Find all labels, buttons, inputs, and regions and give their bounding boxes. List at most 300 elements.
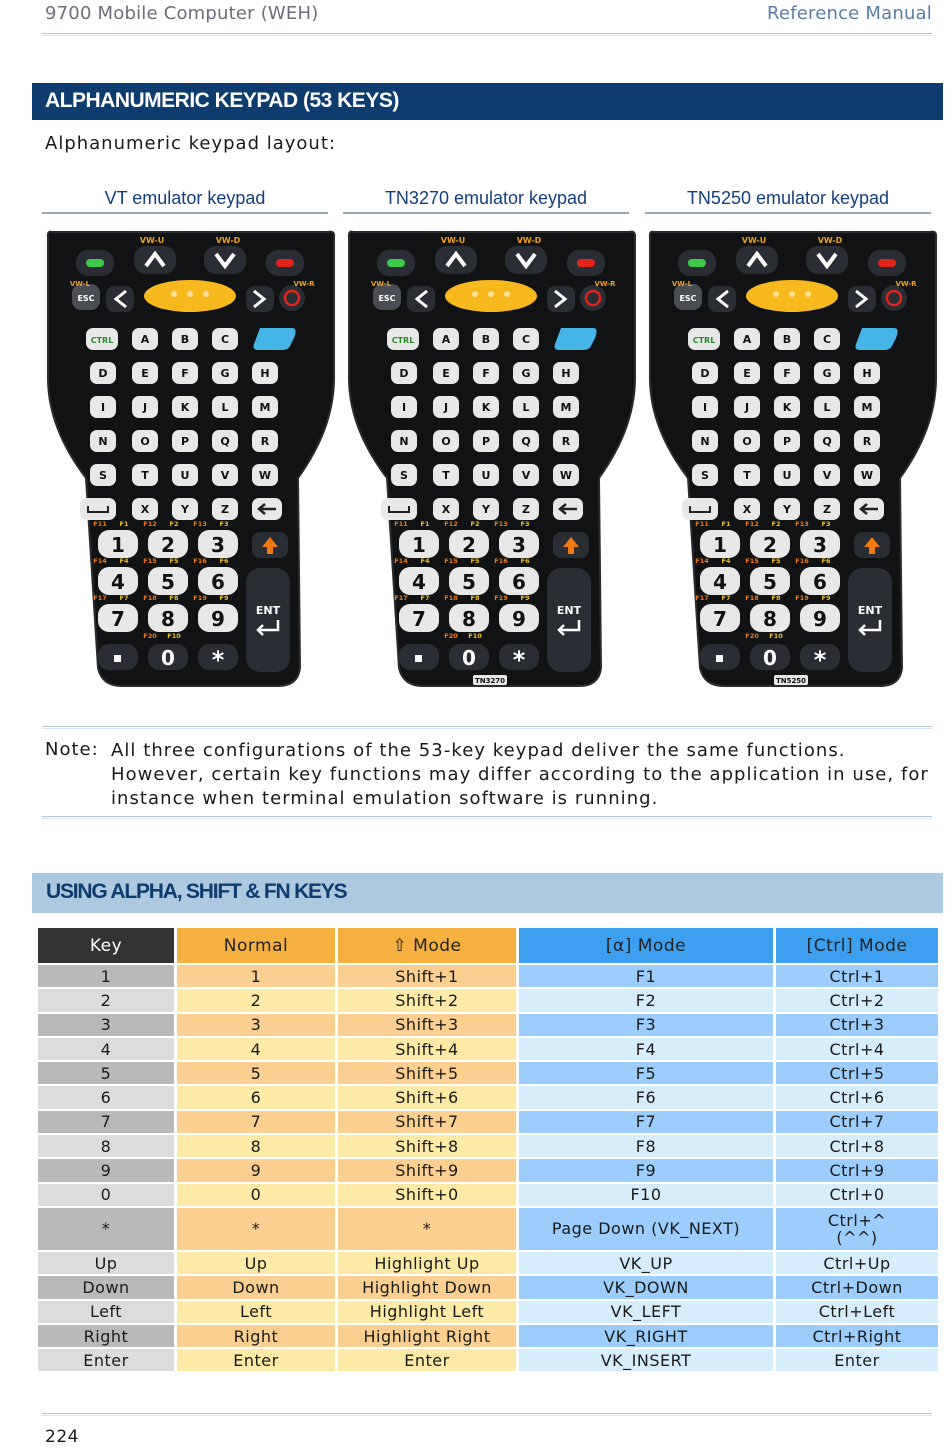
letter-key-label: L — [522, 401, 530, 414]
number-key-label: 4 — [111, 570, 125, 594]
table-cell: Page Down (VK_NEXT) — [519, 1208, 773, 1250]
enter-key — [848, 568, 892, 672]
model-label: TN3270 — [474, 677, 506, 685]
key-label: VW-U — [139, 236, 165, 245]
keypad-image-tn5250 — [648, 228, 938, 690]
keypad-svg — [347, 228, 637, 690]
table-cell: 6 — [38, 1086, 174, 1108]
table-cell: Shift+5 — [338, 1062, 516, 1084]
letter-key-label: J — [142, 401, 148, 414]
letter-key-label: P — [180, 435, 190, 448]
table-cell: Shift+0 — [338, 1184, 516, 1206]
number-key-label: * — [512, 646, 526, 674]
table-cell: 8 — [177, 1135, 335, 1157]
fn-label: F7 — [420, 594, 430, 602]
letter-key-label: B — [180, 333, 190, 346]
table-cell: Ctrl+Down — [776, 1276, 938, 1298]
number-key-label: 3 — [813, 533, 827, 557]
letter-key-label: Y — [783, 503, 791, 516]
power-key — [279, 285, 305, 311]
table-cell: Ctrl+0 — [776, 1184, 938, 1206]
led-dot — [504, 291, 510, 297]
letter-key-label: I — [100, 401, 106, 414]
table-cell: Right — [38, 1325, 174, 1347]
letter-key-label: Q — [220, 435, 230, 448]
table-row — [38, 1349, 938, 1371]
fn-label: F6 — [520, 557, 530, 565]
letter-key-label: B — [782, 333, 792, 346]
fn-label: F8 — [169, 594, 179, 602]
letter-key-label: U — [782, 469, 792, 482]
letter-key-label: Y — [482, 503, 490, 516]
letter-key-label: A — [742, 333, 752, 346]
letter-key-label: R — [260, 435, 270, 448]
table-row — [38, 1062, 938, 1084]
fn-label: F12 — [745, 520, 759, 528]
section-heading-keys: USING ALPHA, SHIFT & FN KEYS — [32, 873, 943, 913]
red-indicator — [276, 259, 294, 267]
letter-key-label: L — [221, 401, 229, 414]
table-cell: Enter — [38, 1349, 174, 1371]
table-cell: Down — [38, 1276, 174, 1298]
table-cell: Enter — [776, 1349, 938, 1371]
fn-label: F10 — [468, 632, 482, 640]
green-indicator — [387, 259, 405, 267]
letter-key-label: U — [481, 469, 491, 482]
table-row — [38, 1301, 938, 1323]
key-label: VW-L — [69, 280, 91, 288]
table-row — [38, 1184, 938, 1206]
table-cell: * — [38, 1208, 174, 1250]
fn-label: F13 — [193, 520, 207, 528]
number-key-label: 9 — [211, 607, 225, 631]
letter-key-label: R — [561, 435, 571, 448]
table-cell: Ctrl+Left — [776, 1301, 938, 1323]
table-cell: Left — [177, 1301, 335, 1323]
fn-label: F5 — [771, 557, 781, 565]
table-header-row — [38, 928, 938, 963]
fn-label: F12 — [444, 520, 458, 528]
space-key — [80, 498, 116, 520]
note-bottom-divider — [42, 816, 932, 819]
fn-label: F17 — [394, 594, 408, 602]
green-indicator — [86, 259, 104, 267]
fn-label: F1 — [420, 520, 430, 528]
fn-label: F13 — [795, 520, 809, 528]
table-cell: F2 — [519, 989, 773, 1011]
letter-key-label: X — [140, 503, 150, 516]
number-key-label: * — [813, 646, 827, 674]
enter-key-label: ENT — [857, 604, 883, 617]
table-cell: Ctrl+7 — [776, 1111, 938, 1133]
led-dot — [472, 291, 478, 297]
fn-label: F20 — [444, 632, 458, 640]
table-cell: Ctrl+9 — [776, 1159, 938, 1181]
letter-key-label: S — [400, 469, 408, 482]
number-key-label: 7 — [111, 607, 125, 631]
table-cell: F3 — [519, 1014, 773, 1036]
red-indicator — [878, 259, 896, 267]
led-dot — [805, 291, 811, 297]
number-key-label: 4 — [412, 570, 426, 594]
caption-tn5250-keypad: TN5250 emulator keypad — [645, 188, 931, 214]
keypad-svg — [46, 228, 336, 690]
key-modes-table — [35, 926, 941, 1373]
letter-key-label: S — [701, 469, 709, 482]
number-key-label: 2 — [462, 533, 476, 557]
letter-key-label: M — [259, 401, 271, 414]
keypad-svg — [648, 228, 938, 690]
number-key-label: 9 — [813, 607, 827, 631]
letter-key-label: W — [860, 469, 874, 482]
table-cell: 5 — [177, 1062, 335, 1084]
letter-key-label: I — [401, 401, 407, 414]
power-key — [881, 285, 907, 311]
green-indicator — [688, 259, 706, 267]
letter-key-label: X — [742, 503, 752, 516]
table-cell: Ctrl+6 — [776, 1086, 938, 1108]
right-arrow-key — [848, 286, 876, 312]
table-cell: * — [177, 1208, 335, 1250]
fn-label: F14 — [93, 557, 107, 565]
number-key-label: 0 — [161, 646, 175, 670]
up-arrow-key — [435, 246, 477, 274]
fn-label: F17 — [93, 594, 107, 602]
letter-key-label: P — [782, 435, 792, 448]
letter-key-label: N — [98, 435, 108, 448]
table-cell: Shift+1 — [338, 965, 516, 987]
fn-label: F19 — [795, 594, 809, 602]
table-cell: 9 — [177, 1159, 335, 1181]
page-number: 224 — [45, 1427, 79, 1447]
table-row — [38, 989, 938, 1011]
letter-key-label: D — [700, 367, 710, 380]
table-cell: F1 — [519, 965, 773, 987]
letter-key-label: K — [782, 401, 792, 414]
right-arrow-key — [246, 286, 274, 312]
letter-key-label: Q — [822, 435, 832, 448]
caption-tn3270-keypad: TN3270 emulator keypad — [343, 188, 629, 214]
letter-key-label: Z — [823, 503, 831, 516]
fn-label: F17 — [695, 594, 709, 602]
table-cell: Left — [38, 1301, 174, 1323]
fn-label: F18 — [745, 594, 759, 602]
enter-key — [246, 568, 290, 672]
fn-label: F2 — [470, 520, 480, 528]
letter-key-label: H — [561, 367, 571, 380]
blue-fn-key — [254, 328, 296, 350]
header-product: 9700 Mobile Computer (WEH) — [45, 3, 319, 24]
table-cell: 7 — [177, 1111, 335, 1133]
number-key-label: 7 — [412, 607, 426, 631]
enter-key-label: ENT — [556, 604, 582, 617]
fn-label: F9 — [821, 594, 831, 602]
key-label: VW-U — [741, 236, 767, 245]
key-label: VW-D — [215, 236, 241, 245]
table-cell: F8 — [519, 1135, 773, 1157]
table-cell: Shift+9 — [338, 1159, 516, 1181]
letter-key-label: C — [521, 333, 531, 346]
letter-key-label: W — [258, 469, 272, 482]
table-cell: 6 — [177, 1086, 335, 1108]
table-cell: Ctrl+4 — [776, 1038, 938, 1060]
letter-key-label: G — [822, 367, 832, 380]
table-cell: Shift+6 — [338, 1086, 516, 1108]
table-cell: 2 — [177, 989, 335, 1011]
fn-label: F20 — [143, 632, 157, 640]
letter-key-label: N — [399, 435, 409, 448]
number-key-label: 5 — [161, 570, 175, 594]
letter-key-label: K — [180, 401, 190, 414]
blue-fn-key — [555, 328, 597, 350]
table-cell: 5 — [38, 1062, 174, 1084]
table-row — [38, 1208, 938, 1250]
fn-label: F13 — [494, 520, 508, 528]
dot-icon — [114, 655, 121, 662]
number-key-label: 9 — [512, 607, 526, 631]
letter-key-label: T — [141, 469, 149, 482]
number-key-label: 5 — [763, 570, 777, 594]
table-cell: Ctrl+Up — [776, 1252, 938, 1274]
right-arrow-key — [547, 286, 575, 312]
letter-key-label: C — [220, 333, 230, 346]
letter-key-label: U — [180, 469, 190, 482]
table-cell: F9 — [519, 1159, 773, 1181]
table-cell: Ctrl+1 — [776, 965, 938, 987]
fn-label: F6 — [821, 557, 831, 565]
left-arrow-key — [407, 286, 435, 312]
left-arrow-key — [106, 286, 134, 312]
number-key-label: 1 — [111, 533, 125, 557]
key-label: VW-L — [671, 280, 693, 288]
esc-key-label: ESC — [77, 294, 95, 303]
left-arrow-key — [708, 286, 736, 312]
power-key — [580, 285, 606, 311]
table-cell: 7 — [38, 1111, 174, 1133]
table-cell: Highlight Right — [338, 1325, 516, 1347]
fn-label: F16 — [494, 557, 508, 565]
letter-key-label: O — [742, 435, 752, 448]
table-cell: * — [338, 1208, 516, 1250]
header-divider — [42, 33, 932, 36]
fn-label: F7 — [119, 594, 129, 602]
table-cell: Ctrl+5 — [776, 1062, 938, 1084]
fn-label: F16 — [193, 557, 207, 565]
table-cell: Shift+7 — [338, 1111, 516, 1133]
table-cell: Down — [177, 1276, 335, 1298]
letter-key-label: R — [862, 435, 872, 448]
letter-key-label: T — [743, 469, 751, 482]
table-cell: Shift+8 — [338, 1135, 516, 1157]
table-cell: VK_RIGHT — [519, 1325, 773, 1347]
blue-fn-key — [856, 328, 898, 350]
letter-key-label: J — [443, 401, 449, 414]
letter-key-label: N — [700, 435, 710, 448]
letter-key-label: V — [822, 469, 832, 482]
number-key-label: 8 — [462, 607, 476, 631]
fn-label: F3 — [520, 520, 530, 528]
letter-key-label: K — [481, 401, 491, 414]
number-key-label: 0 — [462, 646, 476, 670]
letter-key-label: A — [441, 333, 451, 346]
letter-key-label: F — [482, 367, 490, 380]
table-cell: 8 — [38, 1135, 174, 1157]
led-dot — [789, 291, 795, 297]
table-cell: Shift+3 — [338, 1014, 516, 1036]
letter-key-label: G — [521, 367, 531, 380]
table-cell: 9 — [38, 1159, 174, 1181]
table-cell: VK_INSERT — [519, 1349, 773, 1371]
table-row — [38, 1325, 938, 1347]
keypad-image-vt — [46, 228, 336, 690]
intro-text: Alphanumeric keypad layout: — [45, 133, 336, 154]
dot-icon — [415, 655, 422, 662]
table-row — [38, 965, 938, 987]
model-label: TN5250 — [775, 677, 807, 685]
header-normal: Normal — [177, 928, 335, 963]
fn-label: F2 — [169, 520, 179, 528]
table-row — [38, 1159, 938, 1181]
table-cell: Ctrl+2 — [776, 989, 938, 1011]
table-cell: Shift+2 — [338, 989, 516, 1011]
fn-label: F9 — [520, 594, 530, 602]
fn-label: F3 — [821, 520, 831, 528]
letter-key-label: CTRL — [692, 336, 716, 345]
led-dot — [171, 291, 177, 297]
caption-vt-keypad: VT emulator keypad — [42, 188, 328, 214]
header-alpha-mode: [α] Mode — [519, 928, 773, 963]
fn-label: F4 — [721, 557, 731, 565]
letter-key-label: Z — [221, 503, 229, 516]
letter-key-label: T — [442, 469, 450, 482]
fn-label: F18 — [143, 594, 157, 602]
note-text: All three configurations of the 53-key keypad deliver the same functions. However, certain key functions may differ according to the application in use, for instance when terminal emulation software is running. — [111, 740, 929, 809]
table-cell: 4 — [177, 1038, 335, 1060]
header-ctrl-mode: [Ctrl] Mode — [776, 928, 938, 963]
table-cell: Ctrl+3 — [776, 1014, 938, 1036]
number-key-label: 1 — [412, 533, 426, 557]
table-cell: Highlight Left — [338, 1301, 516, 1323]
letter-key-label: M — [861, 401, 873, 414]
number-key-label: 3 — [512, 533, 526, 557]
number-key-label: * — [211, 646, 225, 674]
table-cell: F5 — [519, 1062, 773, 1084]
letter-key-label: H — [260, 367, 270, 380]
down-arrow-key — [806, 246, 848, 274]
letter-key-label: X — [441, 503, 451, 516]
key-label: VW-R — [293, 280, 315, 288]
letter-key-label: W — [559, 469, 573, 482]
table-row — [38, 1135, 938, 1157]
enter-key-label: ENT — [255, 604, 281, 617]
fn-label: F9 — [219, 594, 229, 602]
keypad-image-tn3270 — [347, 228, 637, 690]
letter-key-label: Z — [522, 503, 530, 516]
footer-divider — [42, 1413, 932, 1416]
fn-label: F20 — [745, 632, 759, 640]
fn-label: F4 — [420, 557, 430, 565]
table-cell: VK_UP — [519, 1252, 773, 1274]
number-key-label: 2 — [161, 533, 175, 557]
letter-key-label: D — [399, 367, 409, 380]
table-row — [38, 1111, 938, 1133]
table-cell: 2 — [38, 989, 174, 1011]
letter-key-label: A — [140, 333, 150, 346]
letter-key-label: C — [822, 333, 832, 346]
table-cell: F6 — [519, 1086, 773, 1108]
letter-key-label: P — [481, 435, 491, 448]
red-indicator — [577, 259, 595, 267]
number-key-label: 1 — [713, 533, 727, 557]
fn-label: F8 — [470, 594, 480, 602]
fn-label: F15 — [745, 557, 759, 565]
led-dot — [187, 291, 193, 297]
fn-label: F19 — [193, 594, 207, 602]
letter-key-label: V — [220, 469, 230, 482]
fn-label: F11 — [93, 520, 107, 528]
table-cell: 0 — [38, 1184, 174, 1206]
letter-key-label: E — [141, 367, 149, 380]
fn-label: F15 — [444, 557, 458, 565]
letter-key-label: B — [481, 333, 491, 346]
table-cell: VK_DOWN — [519, 1276, 773, 1298]
table-cell: Enter — [338, 1349, 516, 1371]
number-key-label: 3 — [211, 533, 225, 557]
fn-label: F14 — [394, 557, 408, 565]
number-key-label: 6 — [813, 570, 827, 594]
table-cell: 4 — [38, 1038, 174, 1060]
letter-key-label: CTRL — [90, 336, 114, 345]
key-label: VW-R — [895, 280, 917, 288]
letter-key-label: F — [783, 367, 791, 380]
fn-label: F7 — [721, 594, 731, 602]
fn-label: F5 — [169, 557, 179, 565]
up-arrow-key — [134, 246, 176, 274]
table-cell: 3 — [38, 1014, 174, 1036]
letter-key-label: I — [702, 401, 708, 414]
letter-key-label: F — [181, 367, 189, 380]
fn-label: F1 — [119, 520, 129, 528]
table-cell: 3 — [177, 1014, 335, 1036]
table-cell: F4 — [519, 1038, 773, 1060]
fn-label: F11 — [695, 520, 709, 528]
number-key-label: 6 — [211, 570, 225, 594]
letter-key-label: O — [441, 435, 451, 448]
fn-label: F14 — [695, 557, 709, 565]
table-cell: Right — [177, 1325, 335, 1347]
number-key-label: 7 — [713, 607, 727, 631]
key-label: VW-D — [516, 236, 542, 245]
key-label: VW-L — [370, 280, 392, 288]
number-key-label: 4 — [713, 570, 727, 594]
fn-label: F10 — [167, 632, 181, 640]
number-key-label: 2 — [763, 533, 777, 557]
table-row — [38, 1014, 938, 1036]
number-key-label: 8 — [763, 607, 777, 631]
letter-key-label: G — [220, 367, 230, 380]
fn-label: F12 — [143, 520, 157, 528]
table-cell: Ctrl+8 — [776, 1135, 938, 1157]
letter-key-label: E — [743, 367, 751, 380]
fn-label: F5 — [470, 557, 480, 565]
table-cell: F7 — [519, 1111, 773, 1133]
table-cell: Highlight Up — [338, 1252, 516, 1274]
fn-label: F1 — [721, 520, 731, 528]
letter-key-label: M — [560, 401, 572, 414]
led-dot — [203, 291, 209, 297]
letter-key-label: H — [862, 367, 872, 380]
letter-key-label: Q — [521, 435, 531, 448]
